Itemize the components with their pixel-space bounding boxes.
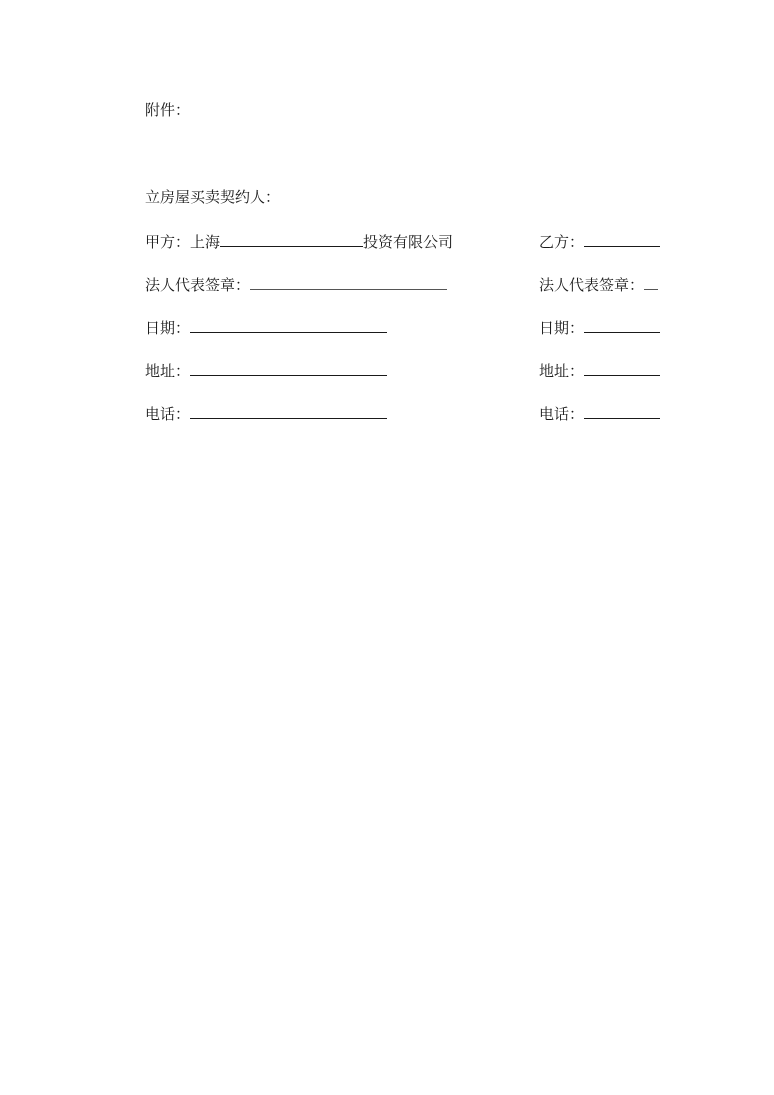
party-b-legal-rep-label: 法人代表签章： [539,276,645,294]
party-b-phone-label: 电话： [539,405,585,423]
party-b-phone-row [539,402,660,422]
attachment-label: 附件： [145,101,191,119]
party-a-date-label: 日期： [145,319,191,337]
party-a-address-row [145,359,387,379]
party-a-address-label: 地址： [145,362,191,380]
party-b-label: 乙方： [539,233,585,251]
party-a-address-blank[interactable] [190,359,387,376]
party-a-label: 甲方： [145,233,191,251]
parties-heading: 立房屋买卖契约人： [145,188,281,206]
party-b-date-label: 日期： [539,319,585,337]
party-a-name-blank[interactable] [220,230,363,247]
party-b-legal-rep-row [539,273,658,293]
party-b-name-blank[interactable] [584,230,660,247]
party-b-date-blank[interactable] [584,316,660,333]
party-a-legal-rep-blank[interactable] [250,273,447,290]
party-a-date-row [145,316,387,336]
party-a-legal-rep-row [145,273,447,293]
party-b-name-row [539,230,660,250]
party-a-name-suffix: 投资有限公司 [363,233,454,251]
party-b-address-row [539,359,660,379]
party-a-phone-label: 电话： [145,405,191,423]
party-a-phone-blank[interactable] [190,402,387,419]
party-a-phone-row [145,402,387,422]
party-b-address-label: 地址： [539,362,585,380]
party-b-legal-rep-blank[interactable] [644,273,658,290]
party-a-date-blank[interactable] [190,316,387,333]
party-b-phone-blank[interactable] [584,402,660,419]
party-a-legal-rep-label: 法人代表签章： [145,276,251,294]
party-b-address-blank[interactable] [584,359,660,376]
party-a-name-row [145,230,453,250]
party-b-date-row [539,316,660,336]
party-a-name-prefix: 上海 [190,233,221,251]
